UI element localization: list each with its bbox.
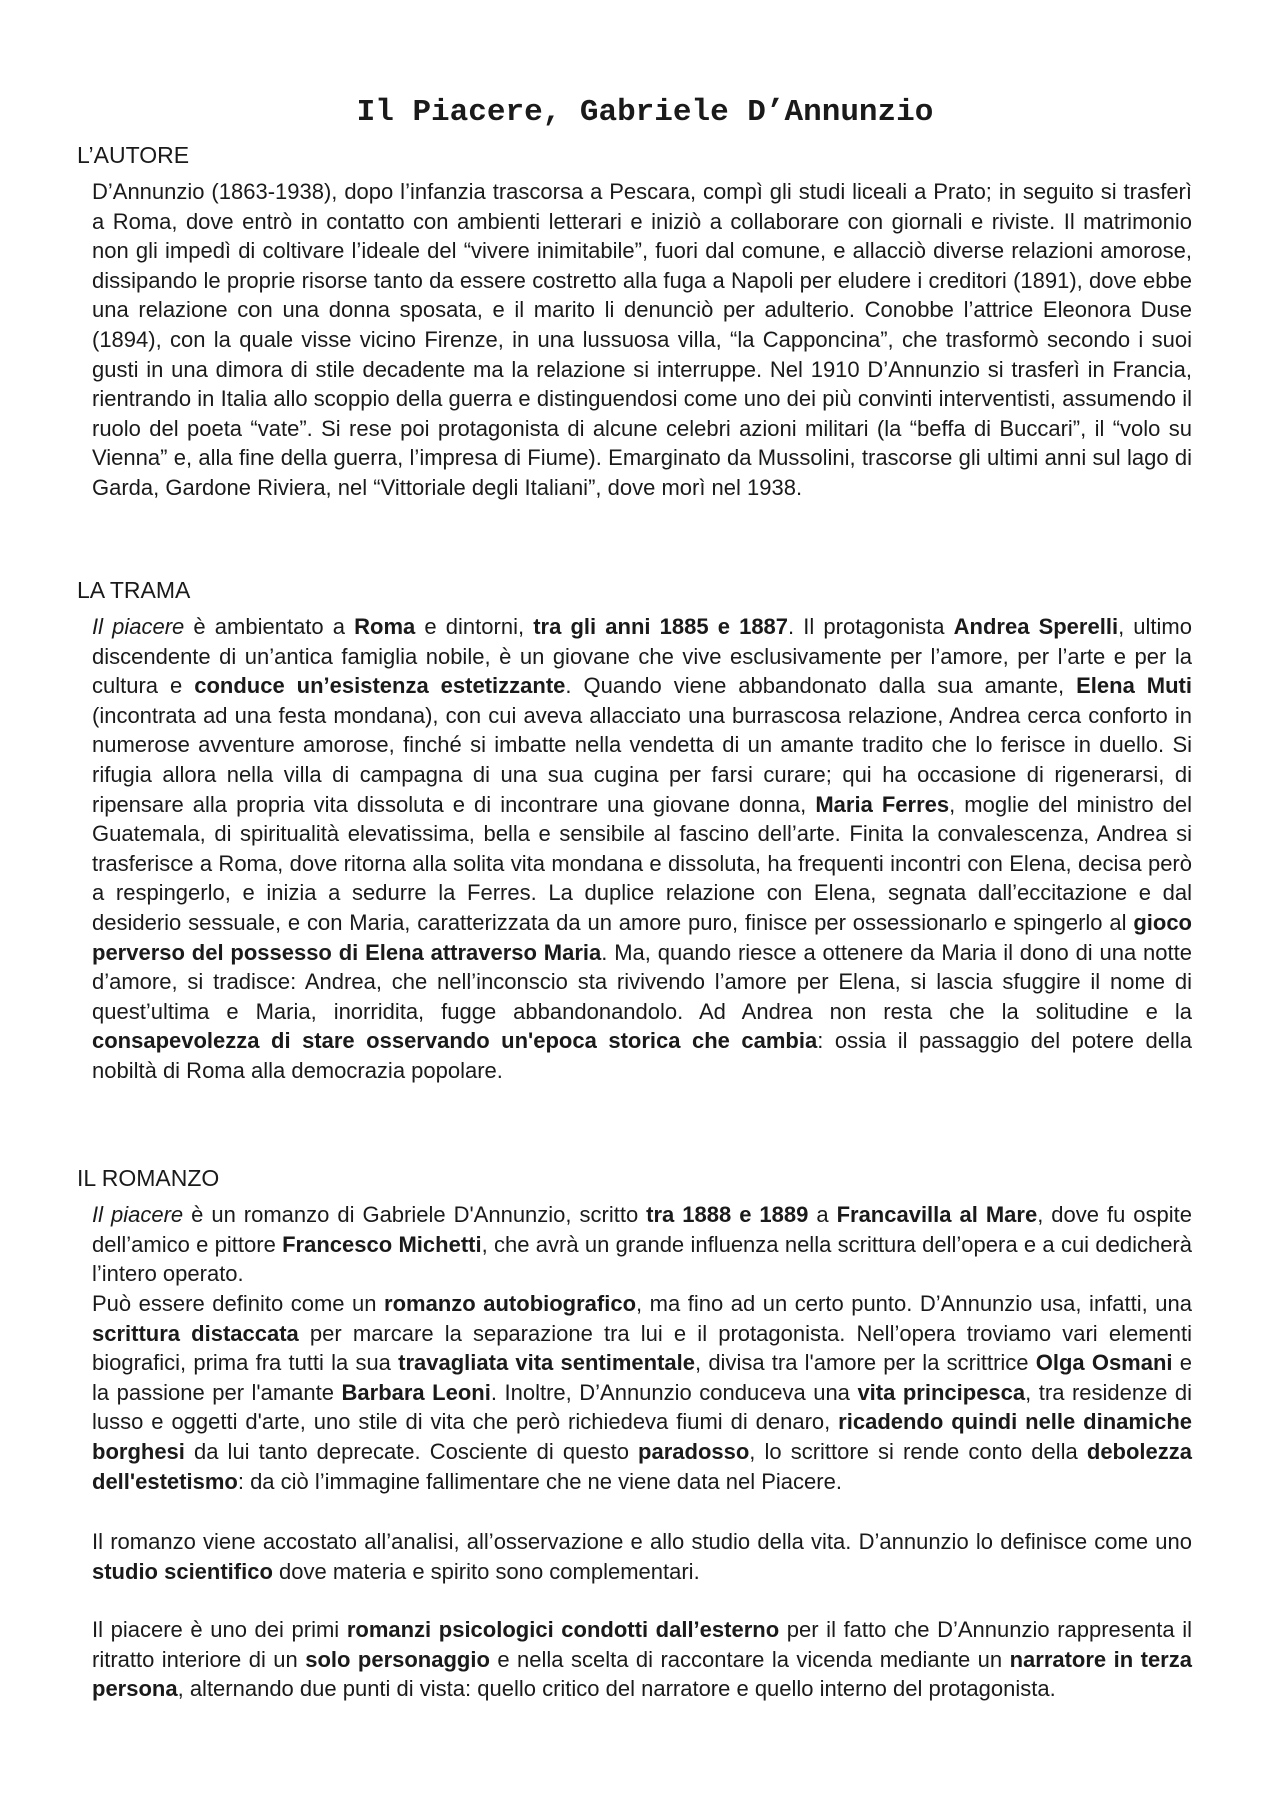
bold-text: debolezza dell'estetismo [92,1438,1193,1494]
bold-text: ricadendo quindi nelle dinamiche borghesi [92,1409,1192,1464]
bold-text: tra 1888 e 1889 [646,1202,809,1227]
paragraph-romanzo-2 [92,1289,1192,1496]
text-run: . Inoltre, D’Annunzio conduceva una [490,1379,858,1405]
text-run: , che avrà un grande influenza nella scrittura dell’opera e a cui dedicherà l’intero operato. [92,1231,1192,1287]
text-run: è un romanzo di Gabriele D'Annunzio, scritto [183,1202,647,1227]
text-run: , ma fino ad un certo punto. D’Annunzio usa, infatti, una [636,1291,1192,1316]
text-run: : da ciò l’immagine fallimentare che ne viene data nel Piacere. [237,1468,842,1494]
paragraph-romanzo-4 [92,1615,1192,1704]
text-run: per marcare la separazione tra lui e il protagonista. Nell’opera troviamo vari elementi biografici, prima fra tutti la sua [92,1320,1192,1376]
text-run: a [808,1202,837,1227]
paragraph-trama [92,612,1192,1086]
text-run: dove materia e spirito sono complementari. [272,1558,700,1584]
paragraph-autore: D’Annunzio (1863-1938), dopo l’infanzia trascorsa a Pescara, compì gli studi liceali a Prato; in seguito si trasferì a Roma, dove entrò in contatto con ambienti letterari e iniziò a collaborare con giornali e riviste. Il matrimonio non gli impedì di coltivare l’ideale del “vivere inimitabile”, fuori dal comune, e allacciò diverse relazioni amorose, dissipando le proprie risorse tanto da essere costretto alla fuga a Napoli per eludere i creditori (1891), dove ebbe una relazione con una donna sposata, e il marito li denunciò per adulterio. Conobbe l’attrice Eleonora Duse (1894), con la quale visse vicino Firenze, in una lussuosa villa, “la Capponcina”, che trasformò secondo i suoi gusti in una dimora di stile decadente ma la relazione si interruppe. Nel 1910 D’Annunzio si trasferì in Francia, rientrando in Italia allo scoppio della guerra e distinguendosi come uno dei più convinti interventisti, assumendo il ruolo del poeta “vate”. Si rese poi protagonista di alcune celebri azioni militari (la “beffa di Buccari”, il “volo su Vienna” e, alla fine della guerra, l’impresa di Fiume). Emarginato da Mussolini, trascorse gli ultimi anni sul lago di Garda, Gardone Riviera, nel “Vittoriale degli Italiani”, dove morì nel 1938. [92,179,1192,500]
text-run: e la passione per l'amante [92,1350,1192,1405]
text-run: (incontrata ad una festa mondana), con cui aveva allacciato una burrascosa relazione, Andrea cerca conforto in numerose avventure amorose, finché si imbatte nella vendetta di un amante tradito che lo ferisce in duello. Si rifugia allora nella villa di campagna di una sua cugina per farsi curare; qui ha occasione di rigenerarsi, di ripensare alla propria vita dissoluta e di incontrare una giovane donna, [92,702,1192,817]
text-run: Il piacere è uno dei primi [92,1617,347,1642]
paragraph-romanzo-3 [92,1527,1192,1586]
bold-text: Barbara Leoni [341,1379,491,1405]
text-run: è ambientato a [184,614,355,639]
text-run: , divisa tra l'amore per la scrittrice [695,1350,1036,1376]
text-run: . Ma, quando riesce a ottenere da Maria il dono di una notte d’amore, si tradisce: Andrea, che nell’inconscio sta rivivendo l’amore per Elena, si lascia sfuggire il nome di quest’ultima e Maria, inorridita, fugge abbandonandolo. Ad Andrea non resta che la solitudine e la [92,939,1192,1024]
bold-text: narratore in terza persona [92,1646,1192,1702]
bold-text: Andrea Sperelli [953,614,1119,639]
bold-text: studio scientifico [92,1558,273,1584]
bold-text: solo personaggio [305,1646,490,1672]
text-run: . Il protagonista [788,614,954,639]
bold-text: paradosso [638,1438,750,1464]
text-run: , ultimo discendente di un’antica famiglia nobile, è un giovane che vive esclusivamente per l’amore, per l’arte e per la cultura e [92,614,1192,699]
bold-text: Elena Muti [1076,673,1192,699]
bold-text: tra gli anni 1885 e 1887 [533,614,789,639]
italic-text: Il piacere [92,1202,184,1227]
text-run: e dintorni, [415,614,534,639]
bold-text: scrittura distaccata [92,1320,299,1346]
text-run: Può essere definito come un [92,1291,385,1316]
bold-text: conduce un’esistenza estetizzante [194,673,566,699]
bold-text: Maria Ferres [815,791,950,817]
bold-text: Francesco Michetti [282,1231,482,1257]
text-run: , dove fu ospite dell’amico e pittore [92,1202,1192,1257]
bold-text: Roma [354,614,416,639]
italic-text: Il piacere [92,614,185,639]
bold-text: travagliata vita sentimentale [398,1350,695,1376]
text-run: . Quando viene abbandonato dalla sua amante, [565,673,1077,699]
page-title: Il Piacere, Gabriele D’Annunzio [356,95,934,130]
bold-text: vita principesca [857,1379,1026,1405]
text-run: , lo scrittore si rende conto della [749,1438,1087,1464]
paragraph-romanzo-1 [92,1200,1192,1289]
text-run: per il fatto che D’Annunzio rappresenta il ritratto interiore di un [92,1617,1193,1672]
section-heading-romanzo: IL ROMANZO [77,1165,220,1191]
text-run: Il romanzo viene accostato all’analisi, all’osservazione e allo studio della vita. D’annunzio lo definisce come uno [92,1529,1192,1554]
bold-text: Francavilla al Mare [836,1202,1038,1227]
text-run: e nella scelta di raccontare la vicenda mediante un [489,1646,1010,1672]
text-run: , moglie del ministro del Guatemala, di spiritualità elevatissima, bella e sensibile al fascino dell’arte. Finita la convalescenza, Andrea si trasferisce a Roma, dove ritorna alla solita vita mondana e dissoluta, ha frequenti incontri con Elena, decisa però a respingerlo, e inizia a sedurre la Ferres. La duplice relazione con Elena, segnata dall’eccitazione e dal desiderio sessuale, e con Maria, caratterizzata da un amore puro, finisce per ossessionarlo e spingerlo al [92,791,1192,935]
bold-text: Olga Osmani [1035,1350,1173,1376]
bold-text: gioco perverso del possesso di Elena attraverso Maria [92,909,1192,965]
bold-text: romanzi psicologici condotti dall’esterno [346,1617,780,1642]
section-heading-trama: LA TRAMA [77,577,191,603]
bold-text: romanzo autobiografico [384,1291,637,1316]
text-run: da lui tanto deprecate. Cosciente di questo [184,1438,639,1464]
text-run: , tra residenze di lusso e oggetti d'arte, uno stile di vita che però richiedeva fiumi di denaro, [92,1379,1192,1435]
text-run: : ossia il passaggio del potere della nobiltà di Roma alla democrazia popolare. [92,1028,1192,1083]
text-run: , alternando due punti di vista: quello critico del narratore e quello interno del protagonista. [177,1676,1056,1702]
section-heading-autore: L’AUTORE [77,142,190,168]
bold-text: consapevolezza di stare osservando un'epoca storica che cambia [92,1028,818,1054]
